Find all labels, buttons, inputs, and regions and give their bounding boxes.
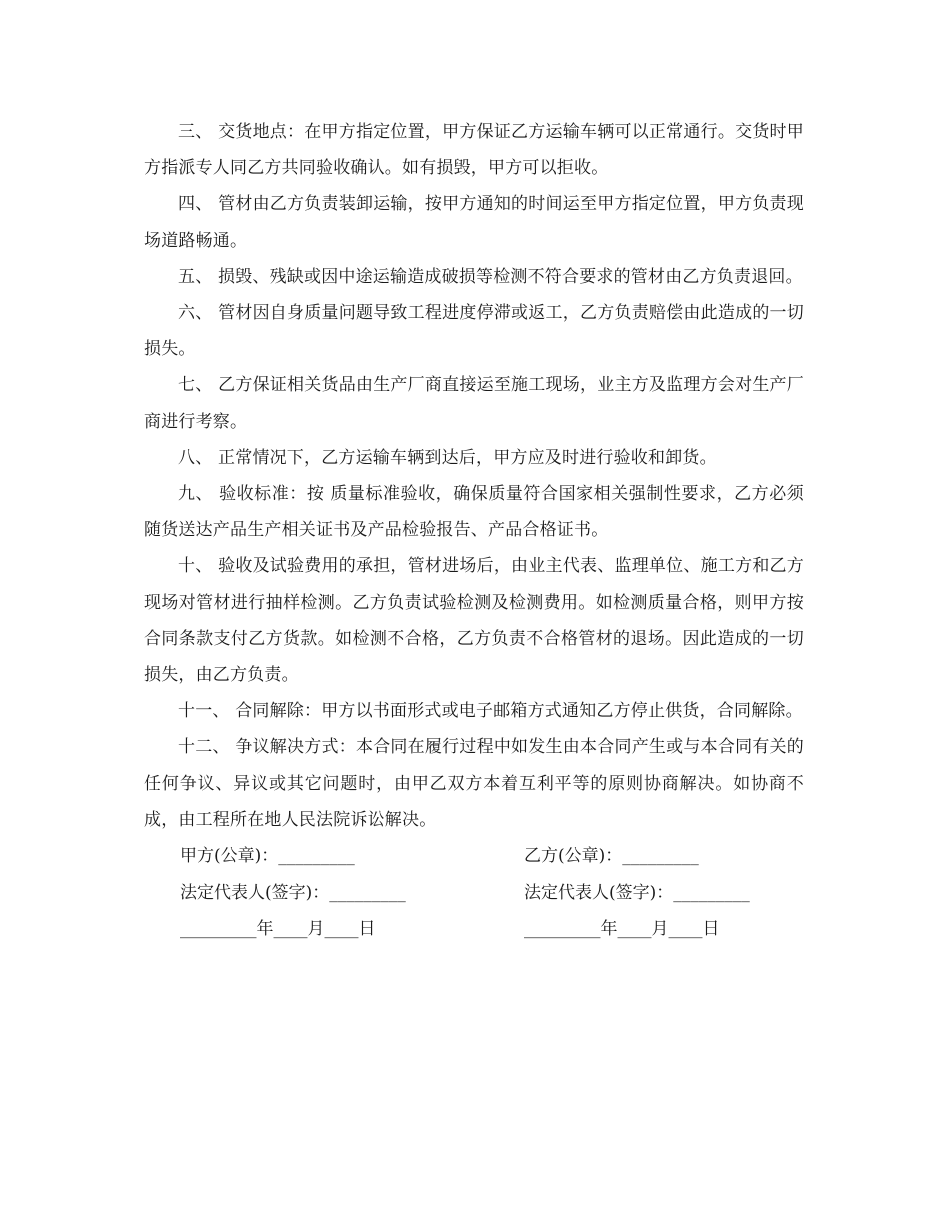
party-a-representative-line: 法定代表人(签字)：_________ <box>180 882 406 903</box>
signature-row-representative <box>144 875 804 912</box>
party-b-seal-line: 乙方(公章)：_________ <box>524 846 699 867</box>
clause-12: 十二、 争议解决方式：本合同在履行过程中如发生由本合同产生或与本合同有关的任何争议、异议或其它问题时，由甲乙双方本着互利平等的原则协商解决。如协商不成，由工程所在地人民法院诉讼解决。 <box>144 737 804 830</box>
signature-block <box>144 838 804 948</box>
contract-body <box>144 114 804 948</box>
signature-row-date <box>144 911 804 948</box>
clause-10: 十、 验收及试验费用的承担，管材进场后，由业主代表、监理单位、施工方和乙方现场对管材进行抽样检测。乙方负责试验检测及检测费用。如检测质量合格，则甲方按合同条款支付乙方货款。如检测不合格，乙方负责不合格管材的退场。因此造成的一切损失，由乙方负责。 <box>144 556 804 686</box>
party-a-seal-line: 甲方(公章)：_________ <box>180 846 355 867</box>
clause-9: 九、 验收标准：按 质量标准验收，确保质量符合国家相关强制性要求，乙方必须随货送达产品生产相关证书及产品检验报告、产品合格证书。 <box>144 484 804 541</box>
party-a-date-line: _________年____月____日 <box>180 919 376 940</box>
party-b-representative-line: 法定代表人(签字)：_________ <box>524 882 750 903</box>
clause-3: 三、 交货地点：在甲方指定位置，甲方保证乙方运输车辆可以正常通行。交货时甲方指派专人同乙方共同验收确认。如有损毁，甲方可以拒收。 <box>144 122 804 179</box>
clause-8: 八、 正常情况下，乙方运输车辆到达后，甲方应及时进行验收和卸货。 <box>178 447 717 468</box>
party-b-date-line: _________年____月____日 <box>524 919 720 940</box>
clause-4: 四、 管材由乙方负责装卸运输，按甲方通知的时间运至甲方指定位置，甲方负责现场道路畅通。 <box>144 194 804 251</box>
clause-6: 六、 管材因自身质量问题导致工程进度停滞或返工，乙方负责赔偿由此造成的一切损失。 <box>144 303 804 360</box>
clause-7: 七、 乙方保证相关货品由生产厂商直接运至施工现场，业主方及监理方会对生产厂商进行考察。 <box>144 375 804 432</box>
clause-11: 十一、 合同解除：甲方以书面形式或电子邮箱方式通知乙方停止供货，合同解除。 <box>178 701 803 722</box>
clause-5: 五、 损毁、残缺或因中途运输造成破损等检测不符合要求的管材由乙方负责退回。 <box>178 266 803 287</box>
signature-row-seal <box>144 838 804 875</box>
